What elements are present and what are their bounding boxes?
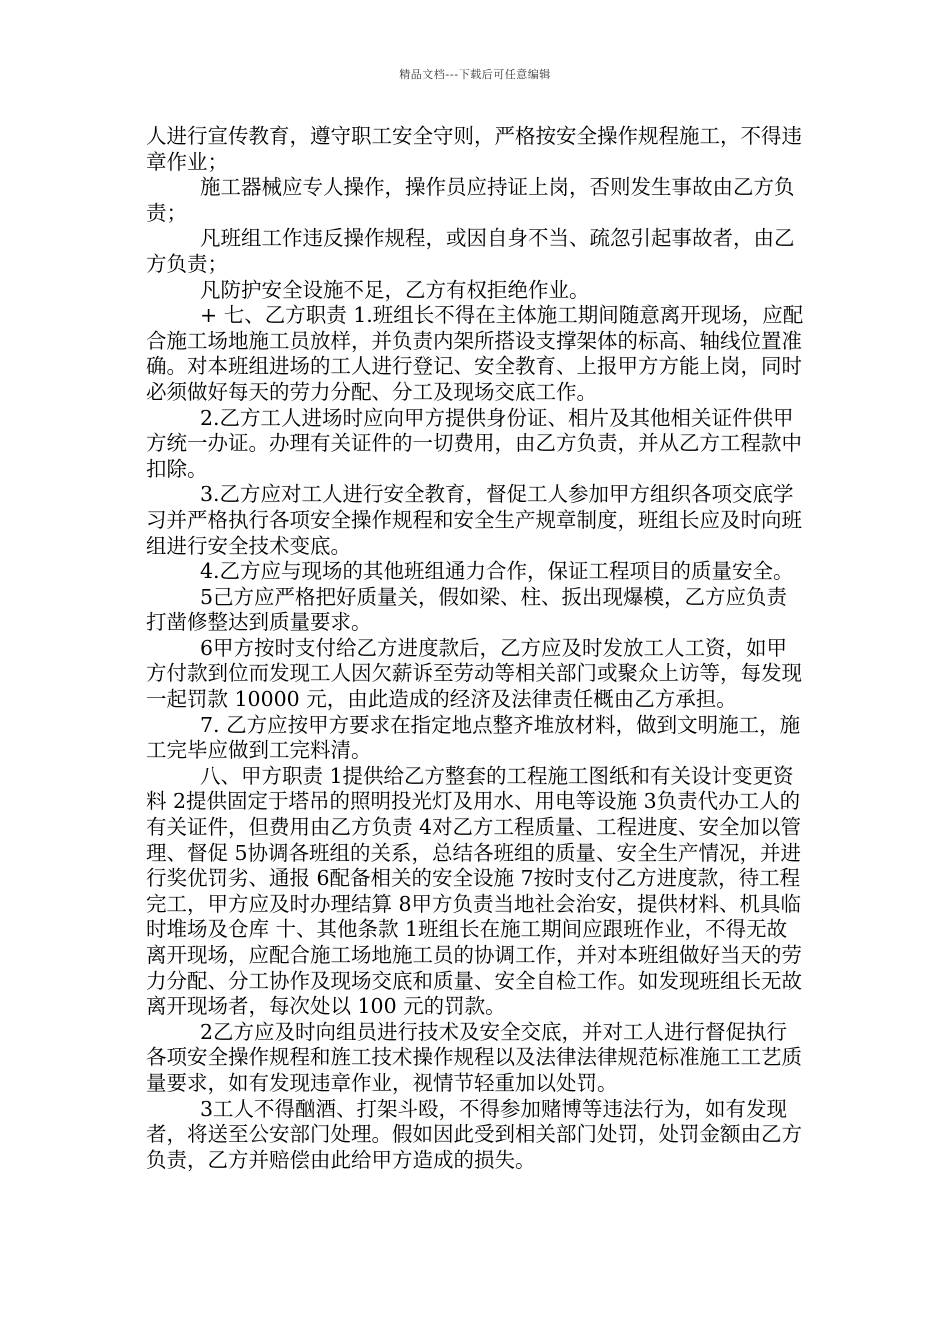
paragraph: 八、甲方职责 1提供给乙方整套的工程施工图纸和有关设计变更资料 2提供固定于塔吊的照明投光灯及用水、用电等设施 3负责代办工人的有关证件，但费用由乙方负责 4对乙方工程质量、工程进度、安全加以管理、督促 5协调各班组的关系，总结各班组的质量、安全生产情况，并进行奖优罚劣、通报 6配备相关的安全设施 7按时支付乙方进度款，待工程完工，甲方应及时办理结算 8甲方负责当地社会治安，提供材料、机具临时堆场及仓库 十、其他条款 1班组长在施工期间应跟班作业，不得无故离开现场，应配合施工场地施工员的协调工作，并对本班组做好当天的劳力分配、分工协作及现场交底和质量、安全自检工作。如发现班组长无故离开现场者，每次处以 100 元的罚款。 <box>146 763 802 1019</box>
document-body <box>146 124 806 1173</box>
paragraph: 凡防护安全设施不足，乙方有权拒绝作业。 <box>200 277 590 302</box>
paragraph: 施工器械应专人操作，操作员应持证上岗，否则发生事故由乙方负责； <box>146 175 795 225</box>
paragraph: 7. 乙方应按甲方要求在指定地点整齐堆放材料，做到文明施工，施工完毕应做到工完料清。 <box>146 712 801 763</box>
paragraph: 3工人不得酗酒、打架斗殴，不得参加赌博等违法行为，如有发现者，将送至公安部门处理。假如因此受到相关部门处罚，处罚金额由乙方负责，乙方并赔偿由此给甲方造成的损失。 <box>146 1096 802 1172</box>
paragraph: 凡班组工作违反操作规程，或因自身不当、疏忽引起事故者，由乙方负责； <box>146 226 795 276</box>
paragraph: 2.乙方工人进场时应向甲方提供身份证、相片及其他相关证件供甲方统一办证。办理有关证件的一切费用，由乙方负责，并从乙方工程款中扣除。 <box>146 405 802 481</box>
paragraph: 6甲方按时支付给乙方进度款后，乙方应及时发放工人工资，如甲方付款到位而发现工人因欠薪诉至劳动等相关部门或聚众上访等，每发现一起罚款 10000 元，由此造成的经济及法律责任概由乙方承担。 <box>146 635 802 712</box>
paragraph: 人进行宣传教育，遵守职工安全守则，严格按安全操作规程施工，不得违章作业； <box>146 124 802 174</box>
paragraph: + 七、乙方职责 1.班组长不得在主体施工期间随意离开现场，应配合施工场地施工员放样，并负责内架所搭设支撑架体的标高、轴线位置准确。对本班组进场的工人进行登记、安全教育、上报甲方方能上岗，同时必须做好每天的劳力分配、分工及现场交底工作。 <box>146 303 804 404</box>
paragraph: 2乙方应及时向组员进行技术及安全交底，并对工人进行督促执行各项安全操作规程和旌工技术操作规程以及法律法律规范标准施工工艺质量要求，如有发现违章作业，视情节轻重加以处罚。 <box>146 1019 802 1095</box>
paragraph: 4.乙方应与现场的其他班组通力合作，保证工程项目的质量安全。 <box>200 559 794 584</box>
paragraph: 5己方应严格把好质量关，假如梁、柱、扳出现爆模，乙方应负责打凿修整达到质量要求。 <box>146 584 788 635</box>
page-header: 精品文档---下载后可任意编辑 <box>399 68 551 81</box>
paragraph: 3.乙方应对工人进行安全教育，督促工人参加甲方组织各项交底学习并严格执行各项安全操作规程和安全生产规章制度，班组长应及时向班组进行安全技术变底。 <box>146 482 802 558</box>
